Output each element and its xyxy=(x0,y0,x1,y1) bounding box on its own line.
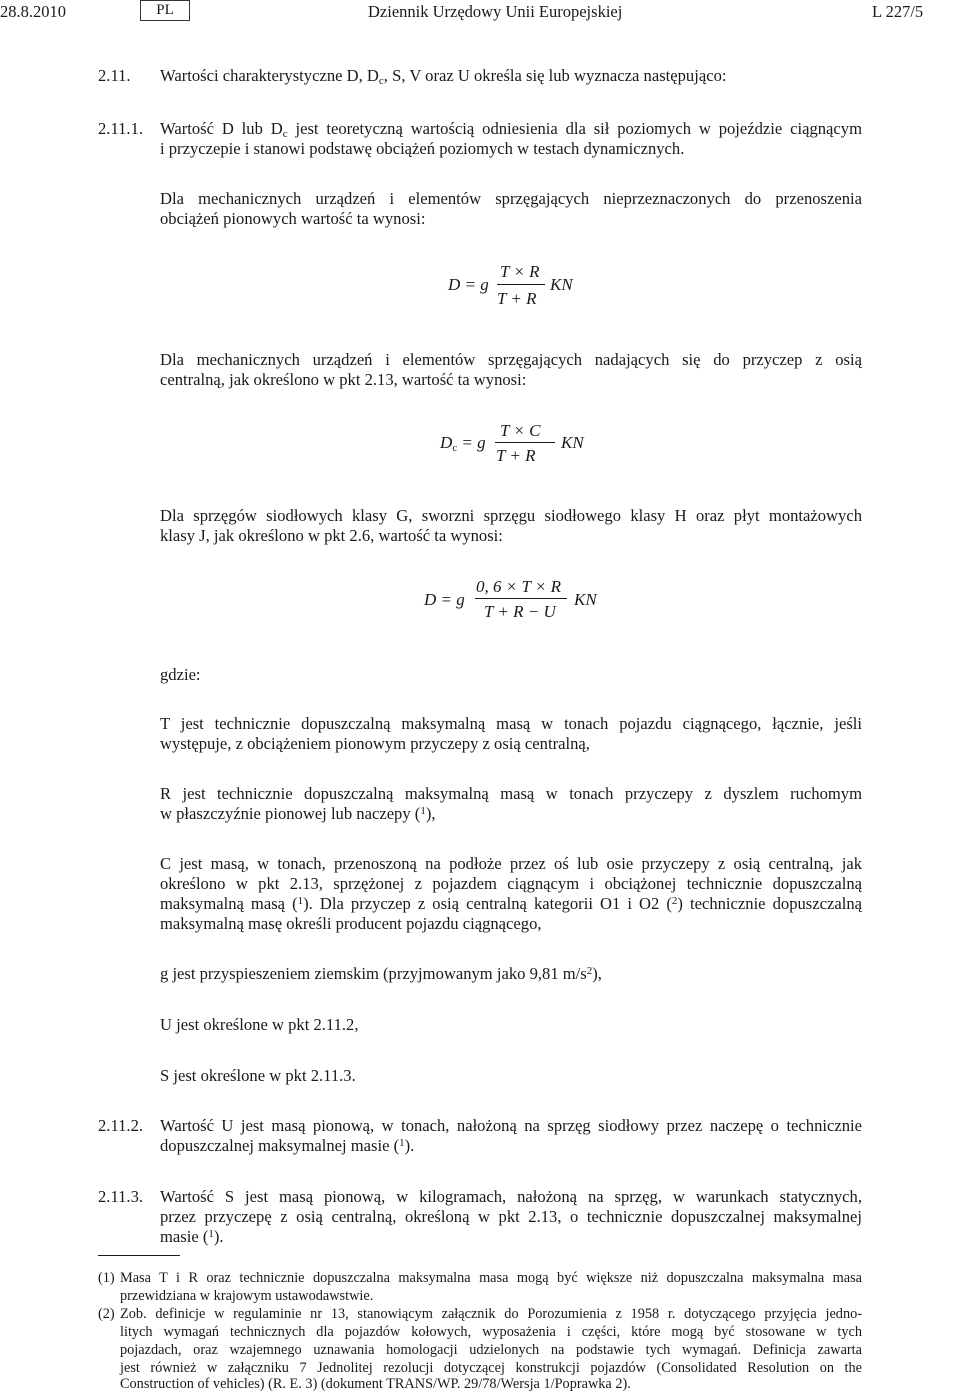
definition-c: C jest masą, w tonach, przenoszoną na podłoże przez oś lub osie przyczepy z osią centralną, jak xyxy=(160,854,862,873)
definition-c-cont: określono w pkt 2.13, sprzężonej z pojazdem ciągnącym i obciążonej technicznie dopuszczalną xyxy=(160,874,862,893)
footnote-separator xyxy=(98,1255,180,1256)
where-label: gdzie: xyxy=(160,665,201,684)
formula-numerator: T × R xyxy=(500,262,540,281)
paragraph-line: Dla mechanicznych urządzeń i elementów sprzęgających nieprzeznaczonych do przenoszenia xyxy=(160,189,862,208)
definition-t-cont: występuje, z obciążeniem pionowym przyczepy z osią centralną, xyxy=(160,734,590,753)
footnote-2-line: pojazdach, oraz wzajemnego uznawania homologacji udzielonych na podstawie tych wymagań. Definicja zawarta xyxy=(120,1342,862,1358)
formula-lhs: D = g xyxy=(424,590,465,609)
definition-u: U jest określone w pkt 2.11.2, xyxy=(160,1015,359,1034)
formula-numerator: T × C xyxy=(500,421,541,440)
paragraph-line: Dla mechanicznych urządzeń i elementów sprzęgających nadających się do przyczep z osią xyxy=(160,350,862,369)
formula-denominator: T + R xyxy=(496,446,536,465)
paragraph-line: klasy J, jak określono w pkt 2.6, wartość ta wynosi: xyxy=(160,526,503,545)
footnote-1-mark: (1) xyxy=(98,1270,115,1286)
section-heading-2-11: Wartości charakterystyczne D, $D_c$, S, V oraz U określa się lub wyznacza następująco: xyxy=(160,66,727,87)
fraction-bar xyxy=(495,442,555,443)
paragraph-line: Wartość D lub $D_c$ jest teoretyczną wartością odniesienia dla sił poziomych w pojeździe ciągnącym xyxy=(160,119,862,140)
paragraph-line: masie ($^1$). xyxy=(160,1227,224,1246)
journal-title: Dziennik Urzędowy Unii Europejskiej xyxy=(368,2,623,21)
footnote-2-line: jest również w załączniku 7 Jednolitej rezolucji dotyczącej konstrukcji pojazdów (Consolidated Resolution on the xyxy=(120,1360,862,1376)
section-number-2-11: 2.11. xyxy=(98,66,131,85)
definition-s: S jest określone w pkt 2.11.3. xyxy=(160,1066,356,1085)
section-number-2-11-1: 2.11.1. xyxy=(98,119,144,138)
fraction-bar xyxy=(497,284,545,285)
footnote-2-line: litych wymagań technicznych dla pojazdów kołowych, wyposażenia i części, które mogą być stosowane w tych xyxy=(120,1324,862,1340)
paragraph-line: Wartość S jest masą pionową, w kilogramach, nałożoną na sprzęg, w warunkach statycznych, xyxy=(160,1187,862,1206)
paragraph-line: obciążeń pionowych wartość ta wynosi: xyxy=(160,209,426,228)
paragraph-line: i przyczepie i stanowi podstawę obciążeń poziomych w testach dynamicznych. xyxy=(160,139,685,158)
paragraph-line: Wartość U jest masą pionową, w tonach, nałożoną na sprzęg siodłowy przez naczepę o technicznie xyxy=(160,1116,862,1135)
language-badge: PL xyxy=(140,0,190,21)
formula-numerator: 0, 6 × T × R xyxy=(476,577,561,596)
fraction-bar xyxy=(475,598,567,599)
formula-unit: KN xyxy=(574,590,597,609)
footnote-2-line: Construction of vehicles) (R. E. 3) (dokument TRANS/WP. 29/78/Wersja 1/Poprawka 2). xyxy=(120,1376,631,1392)
footnote-2-line: Zob. definicje w regulaminie nr 13, stanowiącym załącznik do Porozumienia z 1958 r. dotyczącego przyjęcia jedno- xyxy=(120,1306,862,1322)
section-number-2-11-3: 2.11.3. xyxy=(98,1187,144,1206)
definition-c-cont: maksymalną masę określi producent pojazdu ciągnącego, xyxy=(160,914,542,933)
paragraph-line: dopuszczalnej maksymalnej masie ($^1$). xyxy=(160,1136,415,1155)
footnote-1-line: Masa T i R oraz technicznie dopuszczalna maksymalna masa mogą być większe niż dopuszczalna maksymalna masa xyxy=(120,1270,862,1286)
definition-r-cont: w płaszczyźnie pionowej lub naczepy ($^1$), xyxy=(160,804,436,823)
definition-t: T jest technicznie dopuszczalną maksymalną masą w tonach pojazdu ciągnącego, łącznie, jeśli xyxy=(160,714,862,733)
formula-denominator: T + R − U xyxy=(484,602,556,621)
footnote-1-line: przewidziana w krajowym ustawodawstwie. xyxy=(120,1288,374,1304)
section-number-2-11-2: 2.11.2. xyxy=(98,1116,144,1135)
formula-lhs: D = g xyxy=(448,275,489,294)
page-number: L 227/5 xyxy=(872,2,924,21)
formula-unit: KN xyxy=(561,433,584,452)
formula-lhs: $D_c = g$ xyxy=(440,433,486,454)
definition-r: R jest technicznie dopuszczalną maksymalną masą w tonach przyczepy z dyszlem ruchomym xyxy=(160,784,862,803)
header-date: 28.8.2010 xyxy=(0,2,66,21)
paragraph-line: przez przyczepę z osią centralną, określoną w pkt 2.13, o technicznie dopuszczalnej maksymalnej xyxy=(160,1207,862,1226)
definition-c-cont: maksymalną masą ($^1$). Dla przyczep z osią centralną kategorii O1 i O2 ($^2$) technicznie dopuszczalną xyxy=(160,894,862,913)
footnote-2-mark: (2) xyxy=(98,1306,115,1322)
definition-g: g jest przyspieszeniem ziemskim (przyjmowanym jako 9,81 $m/s^2$), xyxy=(160,964,602,983)
formula-denominator: T + R xyxy=(497,289,537,308)
formula-unit: KN xyxy=(550,275,573,294)
paragraph-line: centralną, jak określono w pkt 2.13, wartość ta wynosi: xyxy=(160,370,527,389)
paragraph-line: Dla sprzęgów siodłowych klasy G, sworzni sprzęgu siodłowego klasy H oraz płyt montażowych xyxy=(160,506,862,525)
